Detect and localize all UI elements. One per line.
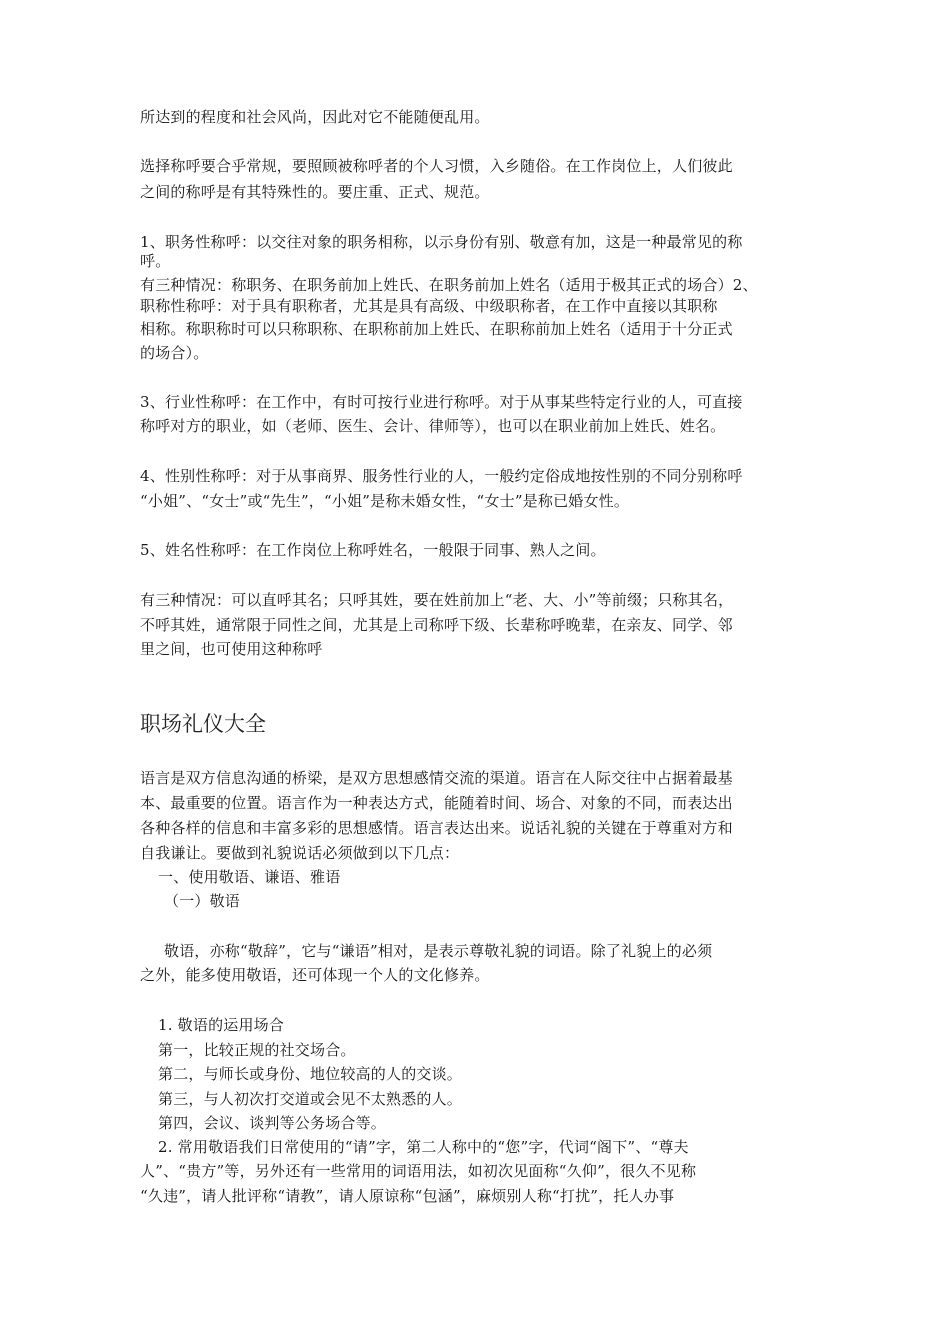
list-item: 第二，与师长或身份、地位较高的人的交谈。 <box>158 1065 463 1083</box>
paragraph-line: 语言是双方信息沟通的桥梁，是双方思想感情交流的渠道。语言在人际交往中占据着最基 <box>140 769 733 787</box>
paragraph-line: 各种各样的信息和丰富多彩的思想感情。语言表达出来。说话礼貌的关键在于尊重对方和 <box>140 819 733 837</box>
paragraph-line: 之外，能多使用敬语，还可体现一个人的文化修养。 <box>140 966 490 984</box>
list-item: 第一，比较正规的社交场合。 <box>158 1041 356 1059</box>
paragraph-line: 1、职务性称呼：以交往对象的职务相称，以示身份有别、敬意有加，这是一种最常见的称 <box>140 233 743 251</box>
paragraph-line: 相称。称职称时可以只称职称、在职称前加上姓氏、在职称前加上姓名（适用于十分正式 <box>140 320 733 338</box>
section-title: 职场礼仪大全 <box>140 712 266 736</box>
paragraph-line: 所达到的程度和社会风尚，因此对它不能随便乱用。 <box>140 108 490 126</box>
list-item: 1. 敬语的运用场合 <box>158 1016 285 1034</box>
list-item: 2. 常用敬语我们日常使用的“请”字，第二人称中的“您”字，代词“阁下”、“尊夫 <box>158 1138 689 1156</box>
list-item: 第三，与人初次打交道或会见不太熟悉的人。 <box>158 1090 463 1108</box>
paragraph-line: 之间的称呼是有其特殊性的。要庄重、正式、规范。 <box>140 183 490 201</box>
paragraph-line: 职称性称呼：对于具有职称者，尤其是具有高级、中级职称者，在工作中直接以其职称 <box>140 297 718 315</box>
subheading-level2: （一）敬语 <box>164 892 241 910</box>
list-item: 第四，会议、谈判等公务场合等。 <box>158 1114 387 1132</box>
paragraph-line: 呼。 <box>140 252 171 270</box>
paragraph-line: 敬语，亦称“敬辞”，它与“谦语”相对，是表示尊敬礼貌的词语。除了礼貌上的必须 <box>164 942 713 960</box>
paragraph-line: 4、性别性称呼：对于从事商界、服务性行业的人，一般约定俗成地按性别的不同分别称呼 <box>140 467 743 485</box>
paragraph-line: 不呼其姓，通常限于同性之间，尤其是上司称呼下级、长辈称呼晚辈，在亲友、同学、邻 <box>140 616 733 634</box>
paragraph-line: 称呼对方的职业，如（老师、医生、会计、律师等），也可以在职业前加上姓氏、姓名。 <box>140 417 726 435</box>
paragraph-line: 的场合）。 <box>140 344 209 362</box>
paragraph-line: 有三种情况：称职务、在职务前加上姓氏、在职务前加上姓名（适用于极其正式的场合）2、 <box>140 276 758 294</box>
paragraph-line: 选择称呼要合乎常规，要照顾被称呼者的个人习惯，入乡随俗。在工作岗位上，人们彼此 <box>140 157 733 175</box>
paragraph-line: 有三种情况：可以直呼其名；只呼其姓，要在姓前加上“老、大、小”等前缀；只称其名， <box>140 591 734 609</box>
subheading-level1: 一、使用敬语、谦语、雅语 <box>158 868 341 886</box>
paragraph-line: 3、行业性称呼：在工作中，有时可按行业进行称呼。对于从事某些特定行业的人，可直接 <box>140 393 743 411</box>
paragraph-line: 人”、“贵方”等，另外还有一些常用的词语用法，如初次见面称“久仰”，很久不见称 <box>140 1162 697 1180</box>
paragraph-line: 本、最重要的位置。语言作为一种表达方式，能随着时间、场合、对象的不同，而表达出 <box>140 794 733 812</box>
paragraph-line: 里之间，也可使用这种称呼 <box>140 640 323 658</box>
paragraph-line: 自我谦让。要做到礼貌说话必须做到以下几点： <box>140 844 460 862</box>
paragraph-line: “小姐”、“女士”或“先生”，“小姐”是称未婚女性，“女士”是称已婚女性。 <box>140 492 630 510</box>
paragraph-line: 5、姓名性称呼：在工作岗位上称呼姓名，一般限于同事、熟人之间。 <box>140 541 606 559</box>
paragraph-line: “久违”，请人批评称“请教”，请人原谅称“包涵”，麻烦别人称“打扰”，托人办事 <box>140 1187 675 1205</box>
